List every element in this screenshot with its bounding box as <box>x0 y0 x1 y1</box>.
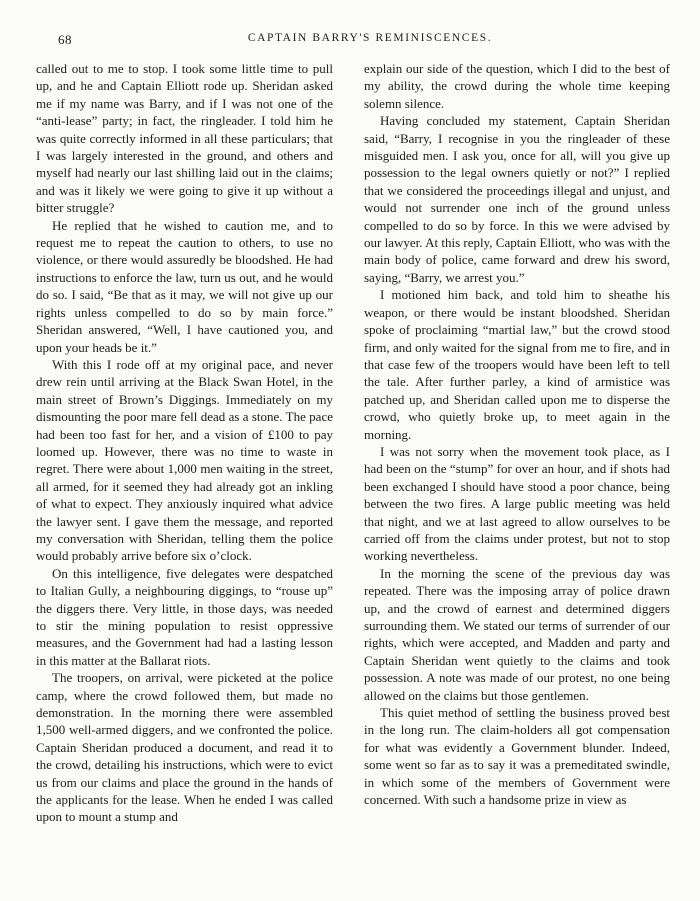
paragraph: I motioned him back, and told him to sheathe his weapon, or there would be instant bloodshed. Sheridan spoke of proclaiming “martial law,” but the crowd stood firm, and only waited for the signal from me to fire, and in that case few of the troopers would have been left to tell the tale. After further parley, a kind of armistice was patched up, and Sheridan called upon me to disperse the crowd, who quietly broke up, to meet again in the morning. <box>364 287 670 442</box>
page-number: 68 <box>58 32 72 47</box>
paragraph: This quiet method of settling the business proved best in the long run. The claim-holders all got compensation for what was evidently a Government blunder. Indeed, some went so far as to say it was a premeditated swindle, in which some of the members of Government were concerned. With such a handsome prize in view as <box>364 705 670 808</box>
running-title: CAPTAIN BARRY'S REMINISCENCES. <box>247 32 493 44</box>
paragraph: I was not sorry when the movement took place, as I had been on the “stump” for over an hour, and if shots had been exchanged I should have stood a poor chance, being between the two fires. A large public meeting was held that night, and we at last agreed to allow ourselves to be carried off from the claims under protest, but not to stop working nevertheless. <box>364 443 670 564</box>
paragraph: explain our side of the question, which I did to the best of my ability, the crowd during the whole time keeping solemn silence. <box>364 61 670 111</box>
right-column <box>364 60 670 808</box>
paragraph: The troopers, on arrival, were picketed at the police camp, where the crowd followed them, but made no demonstration. In the morning there were assembled 1,500 well-armed diggers, and we confronted the police. Captain Sheridan produced a document, and read it to the crowd, detailing his instructions, which were to evict us from our claims and place the ground in the hands of the applicants for the lease. When he ended I was called upon to mount a stump and <box>36 670 333 825</box>
paragraph: On this intelligence, five delegates were despatched to Italian Gully, a neighbouring diggings, to “rouse up” the diggers there. Very little, in those days, was needed to stir the mining population to resist oppressive measures, and the Government had had a lasting lesson in this matter at the Ballarat riots. <box>36 565 333 668</box>
paragraph: Having concluded my statement, Captain Sheridan said, “Barry, I recognise in you the ringleader of these misguided men. I ask you, once for all, will you give up possession to the legal owners quietly or not?” I replied that we considered the proceedings illegal and unjust, and would not surrender one inch of the ground unless compelled to do so by force. In this we were advised by our lawyer. At this reply, Captain Elliott, who was with the main body of police, came forward and drew his sword, saying, “Barry, we arrest you.” <box>364 113 670 285</box>
paragraph: In the morning the scene of the previous day was repeated. There was the imposing array of police drawn up, and the crowd of earnest and determined diggers surrounding them. We stated our terms of surrender of our rights, which were accepted, and Madden and party and Captain Sheridan went quietly to the claims and took possession. A note was made of our protest, no one being allowed on the claims but those gentlemen. <box>364 565 670 703</box>
paragraph: He replied that he wished to caution me, and to request me to repeat the caution to others, to use no violence, or there would assuredly be bloodshed. He had instructions to enforce the law, turn us out, and he would do so. I said, “Be that as it may, we will not give up our rights unless compelled to do so by main force.” Sheridan answered, “Well, I have cautioned you, and upon your heads be it.” <box>36 217 333 355</box>
paragraph: called out to me to stop. I took some little time to pull up, and he and Captain Elliott rode up. Sheridan asked me if my name was Barry, and if I was not one of the “anti-lease” party; in fact, the ringleader. I told him he was quite correctly informed in all these particulars; that I was largely interested in the ground, and others and myself had nearly our last shilling laid out in the claims; and was it likely we were going to give it up without a bitter struggle? <box>36 61 333 216</box>
left-column <box>36 60 333 826</box>
paragraph: With this I rode off at my original pace, and never drew rein until arriving at the Black Swan Hotel, in the main street of Brown’s Diggings. Immediately on my dismounting the poor mare fell dead as a stone. The pace had been too fast for her, and a vision of £100 to pay loomed up. However, there was no time to waste in regret. There were about 1,000 men waiting in the street, all armed, for it seemed they had already got an inkling of what to expect. They anxiously inquired what advice the lawyer sent. I gave them the message, and reported my conversation with Sheridan, telling them the police would probably arrive before six o’clock. <box>36 356 333 564</box>
